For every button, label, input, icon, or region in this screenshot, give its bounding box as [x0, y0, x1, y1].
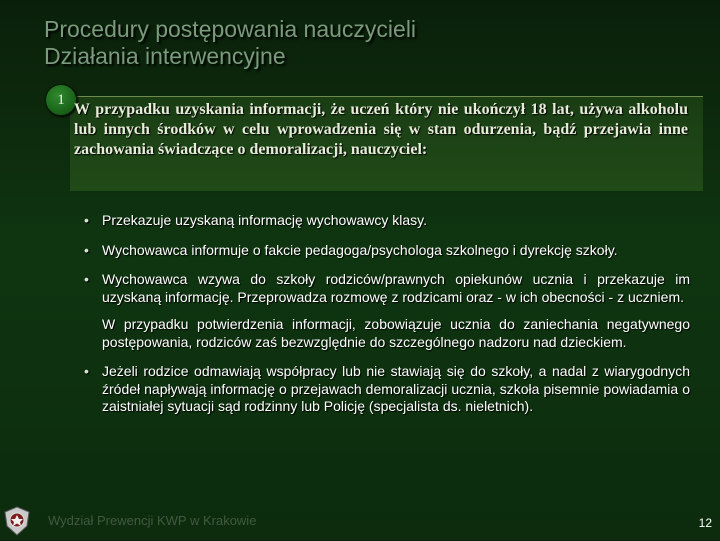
list-item-text: Wychowawca informuje o fakcie pedagoga/psychologa szkolnego i dyrekcję szkoły. [102, 241, 618, 258]
list-item [70, 363, 690, 416]
list-item-text: Jeżeli rodzice odmawiają współpracy lub nie stawiają się do szkoły, a nadal z wiarygodnych źródeł napływają informację o przejawach demoralizacji ucznia, szkoła pisemnie powiadamia o zaistniałej sytuacji sąd rodzinny lub Policję (specjalista ds. nieletnich). [102, 363, 690, 414]
list-item-continuation [70, 316, 690, 351]
list-item [70, 212, 690, 230]
page-number: 12 [698, 516, 712, 530]
step-number-badge: 1 [45, 84, 77, 116]
bullet-icon: • [84, 212, 89, 228]
intro-text: W przypadku uzyskania informacji, że uczeń który nie ukończył 18 lat, używa alkoholu lub innych środków w celu wprowadzenia się w stan odurzenia, bądź przejawia inne zachowania świadczące o demoralizacji, nauczyciel: [74, 101, 688, 158]
bullet-list [70, 212, 690, 416]
police-emblem-icon [3, 506, 31, 536]
list-item-text: W przypadku potwierdzenia informacji, zobowiązuje ucznia do zaniechania negatywnego postępowania, rodziców zaś bezwzględnie do szczególnego nadzoru nad dzieckiem. [102, 316, 690, 350]
footer-text: Wydział Prewencji KWP w Krakowie [48, 513, 257, 528]
list-item [70, 271, 690, 306]
list-item [70, 242, 690, 260]
title-block [44, 16, 416, 70]
bullet-icon: • [84, 241, 89, 258]
list-item-text: Przekazuje uzyskaną informację wychowawcy klasy. [102, 212, 427, 228]
slide-subtitle: Działania interwencyjne [44, 43, 286, 69]
bullet-icon: • [84, 363, 89, 379]
list-item-text: Wychowawca wzywa do szkoły rodziców/prawnych opiekunów ucznia i przekazuje im uzyskaną informację. Przeprowadza rozmowę z rodzicami oraz - w ich obecności - z uczniem. [102, 271, 690, 305]
bullet-icon: • [84, 271, 89, 287]
slide-title: Procedury postępowania nauczycieli [44, 16, 417, 42]
